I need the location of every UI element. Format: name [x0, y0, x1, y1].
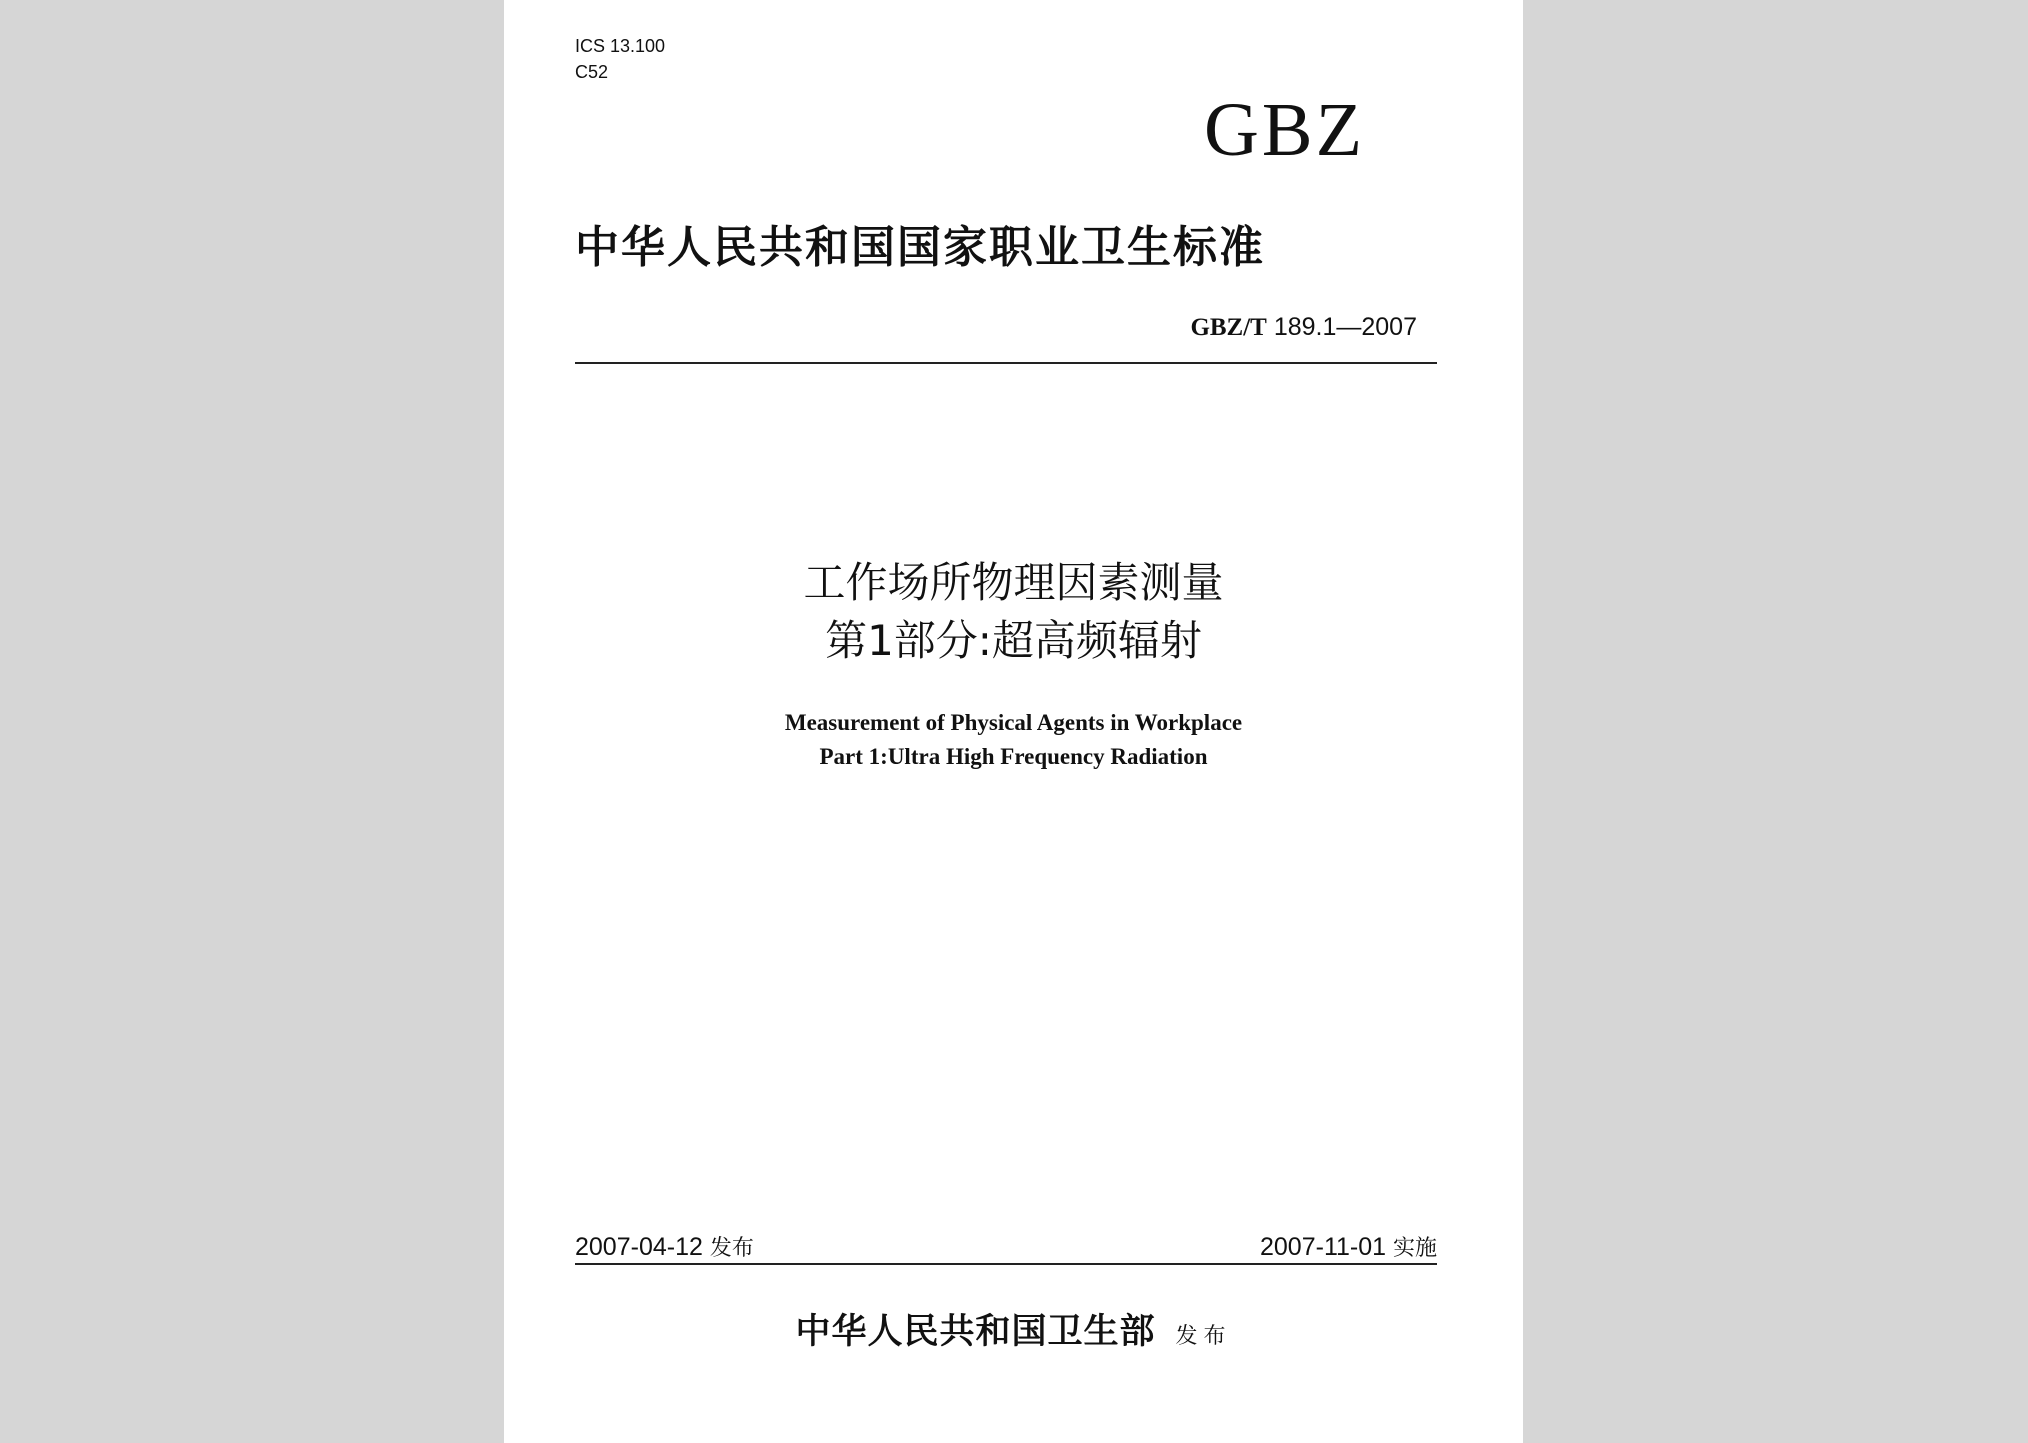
ics-code: ICS 13.100: [575, 36, 666, 56]
header-divider: [575, 362, 1437, 364]
authority-title: 中华人民共和国国家职业卫生标准: [575, 222, 1265, 273]
title-zh-line1: 工作场所物理因素测量: [803, 558, 1224, 607]
document-page: [504, 0, 1523, 1443]
release-date: [575, 1232, 754, 1264]
title-en-line1: Measurement of Physical Agents in Workplace: [784, 710, 1243, 735]
standard-code: GBZ/T: [1190, 314, 1267, 341]
publisher-name: 中华人民共和国卫生部: [795, 1311, 1156, 1352]
classification-codes: [575, 33, 665, 85]
gbz-logo: GBZ: [1204, 88, 1365, 172]
standard-number-value: 189.1—2007: [1273, 313, 1417, 341]
implementation-date-value: 2007-11-01: [1260, 1233, 1387, 1261]
implementation-date: [1260, 1232, 1437, 1264]
release-date-value: 2007-04-12: [575, 1233, 703, 1261]
release-label: 发布: [709, 1236, 754, 1261]
standard-number: [1190, 312, 1417, 343]
footer-divider: [575, 1263, 1437, 1265]
ccs-code: C52: [575, 62, 609, 82]
publisher: [504, 1310, 1523, 1359]
implementation-label: 实施: [1392, 1236, 1437, 1261]
title-en-line2: Part 1:Ultra High Frequency Radiation: [819, 744, 1208, 769]
title-zh-line2: 第1部分:超高频辐射: [825, 616, 1202, 665]
publisher-label: 发布: [1175, 1324, 1232, 1349]
